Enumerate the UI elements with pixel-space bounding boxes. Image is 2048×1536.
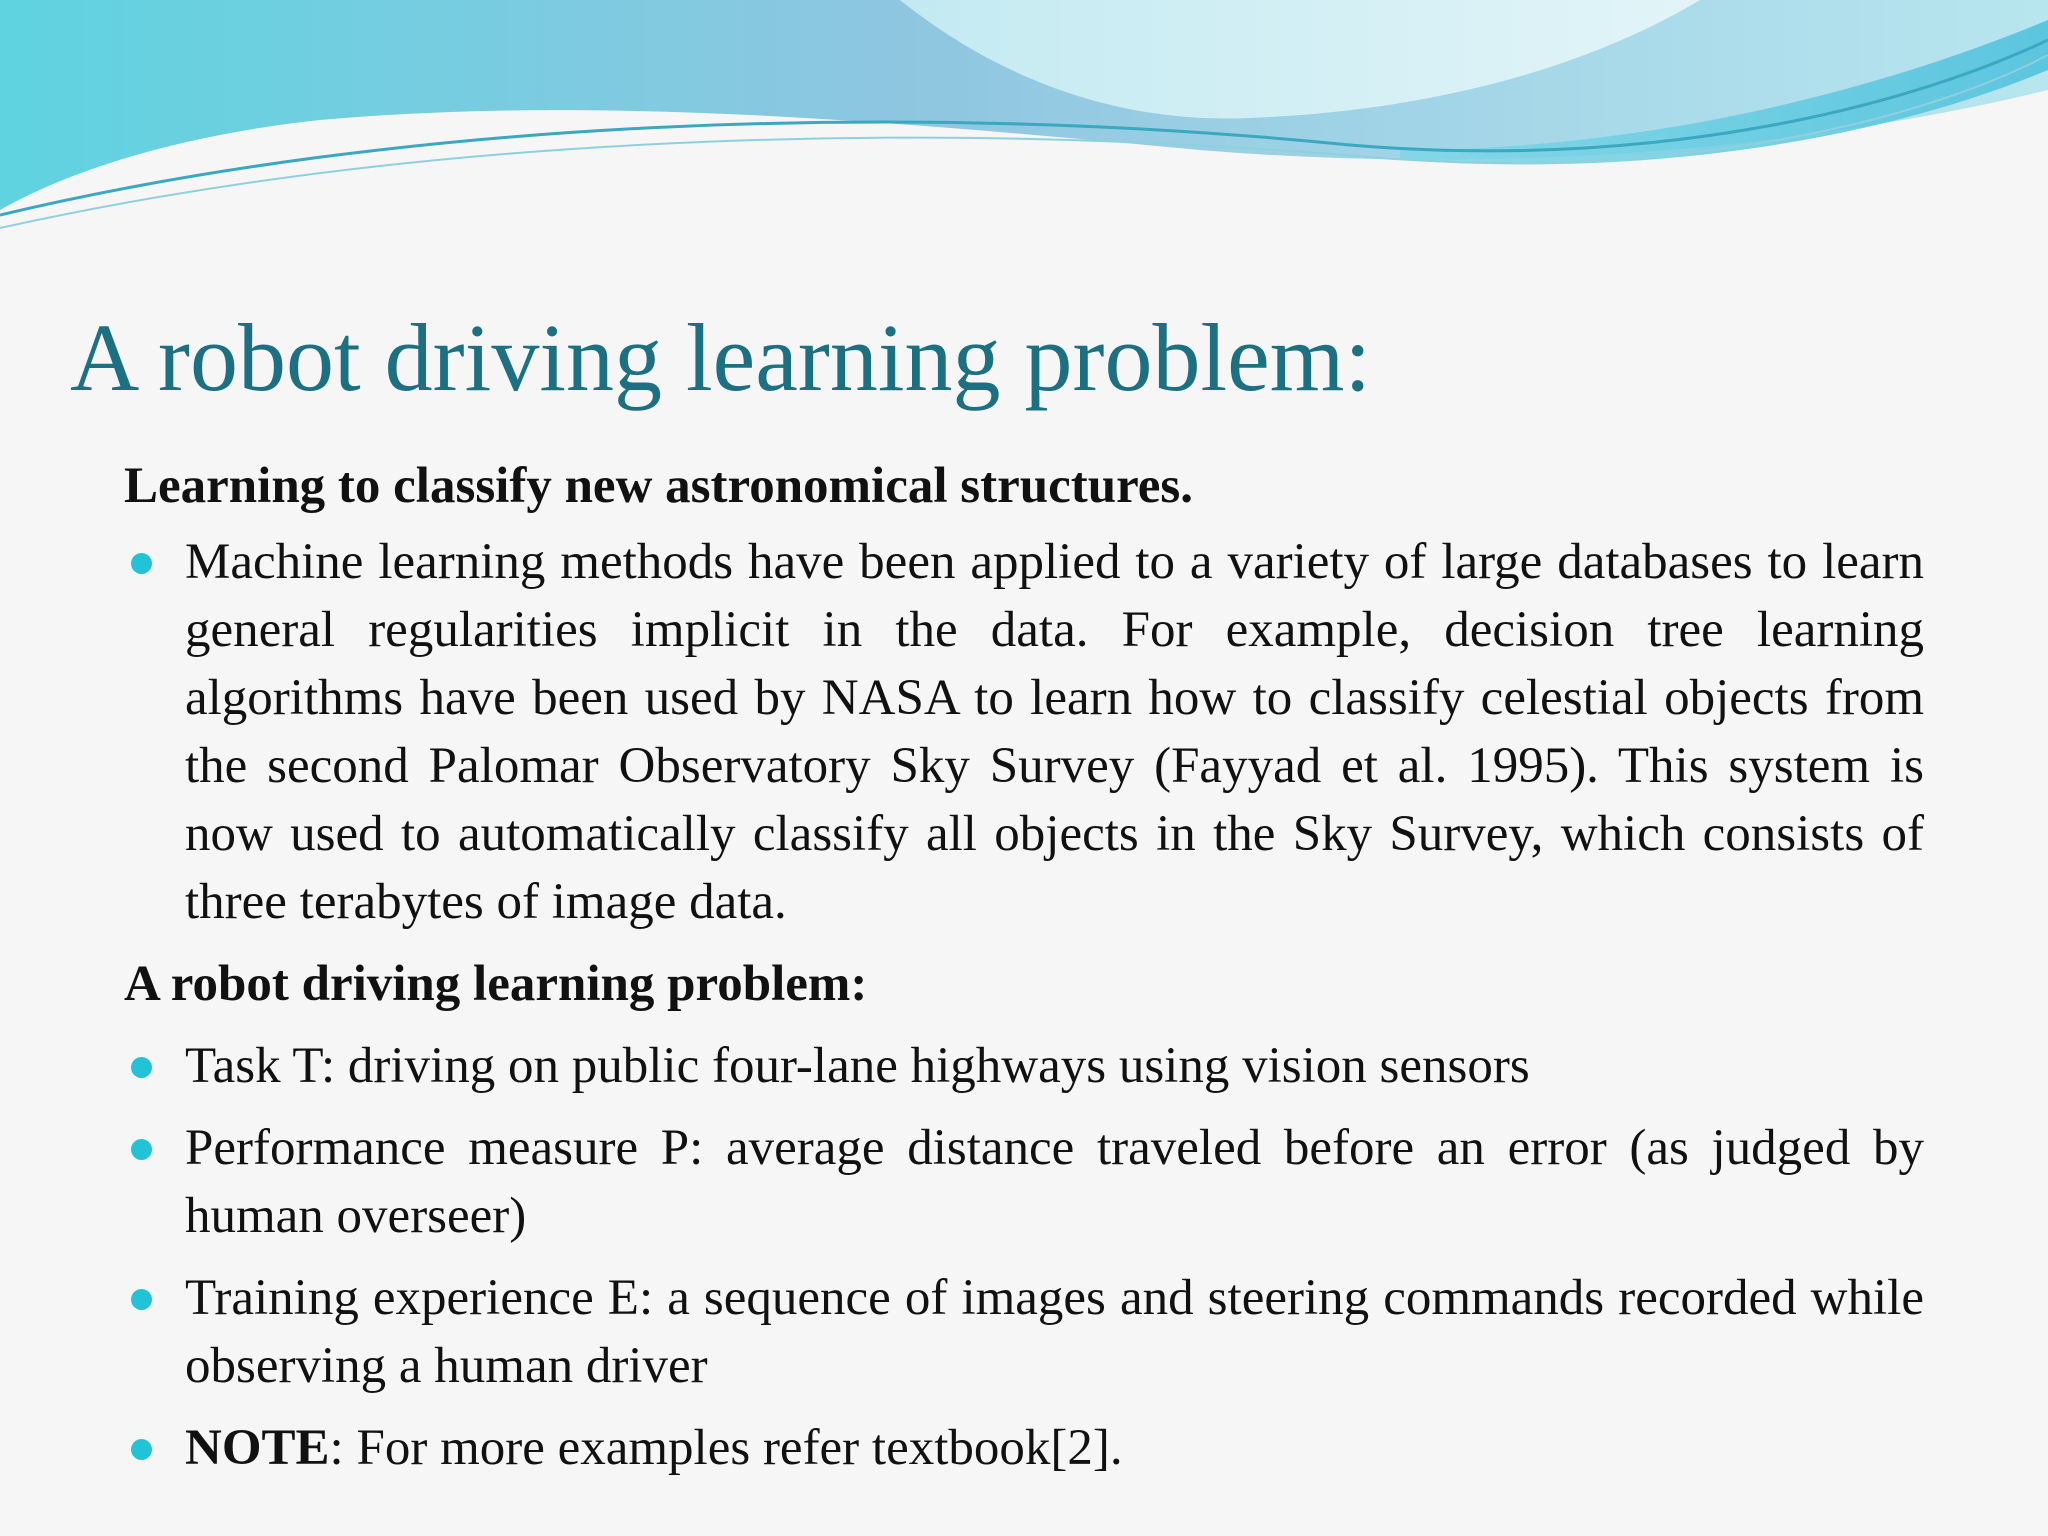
bullet-list-robot-driving [124,1032,1924,1482]
bullet-icon [131,1057,152,1078]
note-text [185,1420,1123,1476]
section-heading-robot-driving: A robot driving learning problem: [124,956,868,1012]
list-item [124,1114,1924,1250]
note-body: : For more examples refer textbook[2]. [329,1420,1123,1476]
bullet-list-astronomy [124,528,1924,936]
list-item [124,1264,1924,1400]
bullet-text: Machine learning methods have been applied to a variety of large databases to learn general regularities implicit in the data. For example, decision tree learning algorithms have been used by NASA to learn how to classify celestial objects from the second Palomar Observatory Sky Survey (Fayyad et al. 1995). This system is now used to automatically classify all objects in the Sky Survey, which consists of three terabytes of image data. [185,534,1924,930]
list-item [124,1032,1924,1100]
bullet-icon [131,1439,152,1460]
bullet-text: Performance measure P: average distance traveled before an error (as judged by human overseer) [185,1120,1924,1244]
bullet-text: Task T: driving on public four-lane highways using vision sensors [185,1038,1530,1094]
bullet-icon [131,1139,152,1160]
bullet-icon [131,553,152,574]
list-item [124,528,1924,936]
slide-title: A robot driving learning problem: [70,304,1372,411]
list-item-note [124,1414,1924,1482]
slide-content [124,452,1924,1496]
note-label: NOTE [185,1420,330,1476]
section-heading-astronomy: Learning to classify new astronomical structures. [124,458,1194,514]
bullet-icon [131,1289,152,1310]
bullet-text: Training experience E: a sequence of images and steering commands recorded while observing a human driver [185,1270,1924,1394]
header-wave-decoration [0,0,2048,240]
